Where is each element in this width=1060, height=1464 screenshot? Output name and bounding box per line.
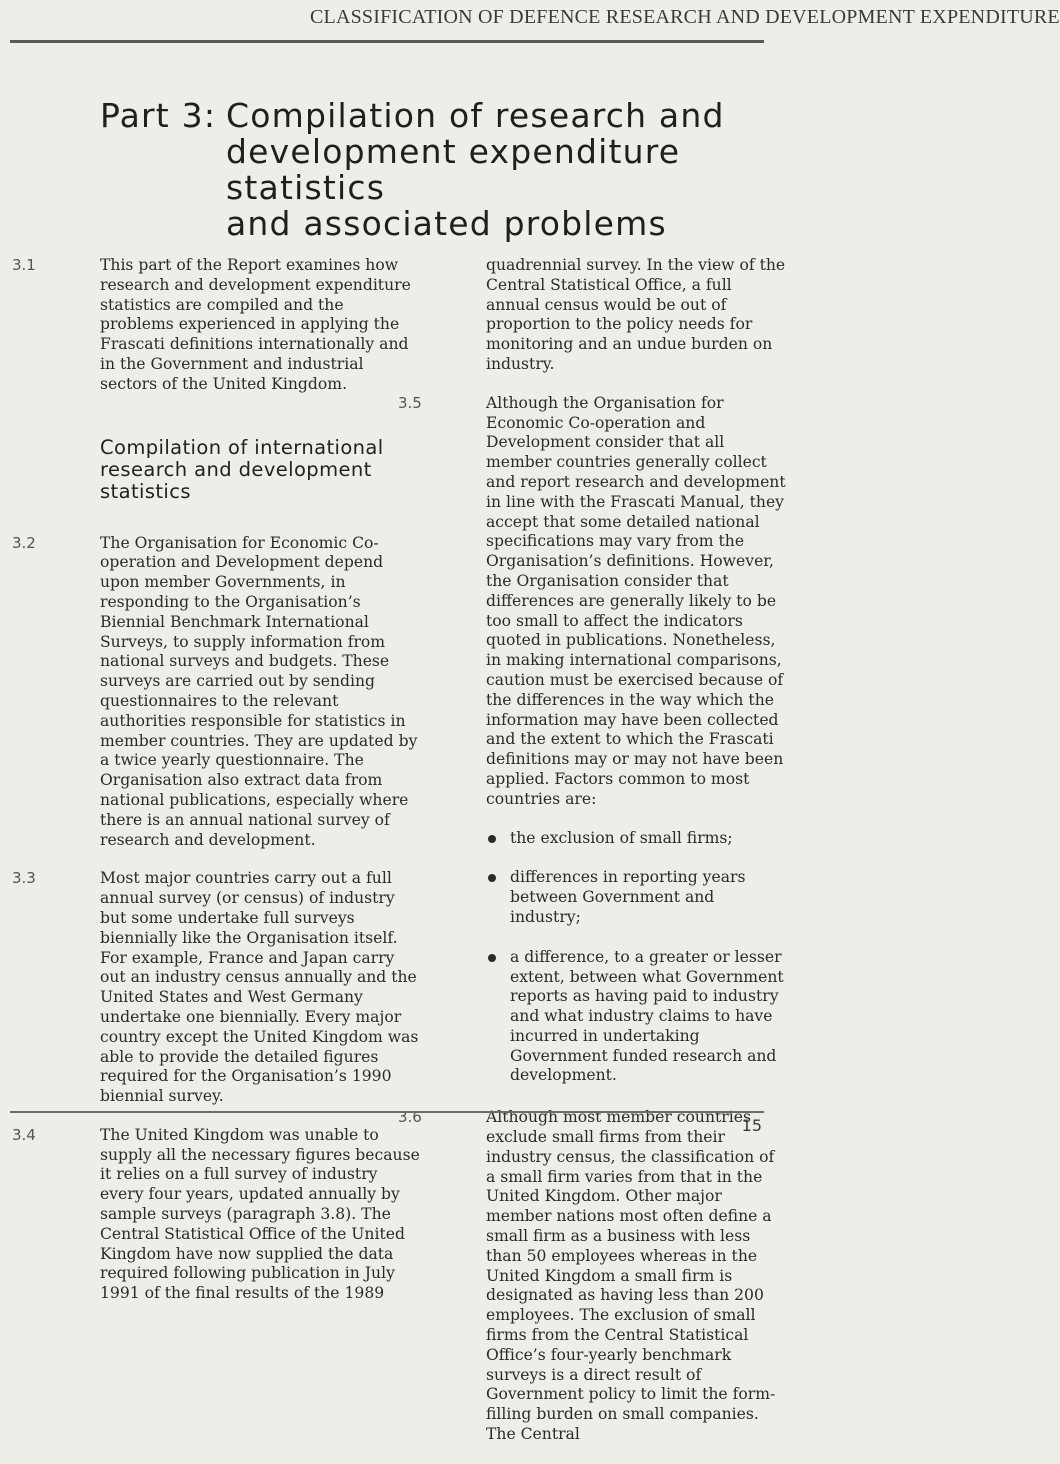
list-item-text: the exclusion of small firms;	[510, 828, 733, 847]
page-number: 15	[741, 1116, 762, 1135]
right-column	[398, 256, 786, 1464]
factors-list	[486, 829, 786, 1087]
bullet-icon	[488, 954, 496, 962]
left-column	[12, 256, 420, 1323]
paragraph-3-1	[12, 256, 420, 395]
paragraph-3-6	[398, 1108, 786, 1445]
paragraph-3-5	[398, 393, 786, 810]
bullet-icon	[488, 835, 496, 843]
list-item-text: a difference, to a greater or lesser extent, between what Government reports as having paid to industry and what industry claims to have incurred in undertaking Government funded research and development.	[510, 947, 784, 1085]
paragraph-text: The Organisation for Economic Co-operation and Development depend upon member Governments, in responding to the Organisation’s Biennial Benchmark International Surveys, to supply information from national surveys and budgets. These surveys are carried out by sending questionnaires to the relevant authorities responsible for statistics in member countries. They are updated by a twice yearly questionnaire. The Organisation also extract data from national publications, especially where there is an annual national survey of research and development.	[100, 533, 418, 849]
bottom-rule	[10, 1111, 764, 1113]
paragraph-number: 3.2	[12, 533, 36, 552]
paragraph-text: The United Kingdom was unable to supply all the necessary figures because it relies on a full survey of industry every four years, updated annually by sample surveys (paragraph 3.8). The Central Statistical Office of the United Kingdom have now supplied the data required following publication in July 1991 of the final results of the 1989	[100, 1125, 420, 1303]
paragraph-number: 3.5	[398, 393, 422, 412]
top-rule	[10, 40, 764, 43]
paragraph-text: Although the Organisation for Economic Co-operation and Development consider that all member countries generally collect and report research and development in line with the Frascati Manual, they accept that some detailed national specifications may vary from the Organisation’s definitions. However, the Organisation consider that differences are generally likely to be too small to affect the indicators quoted in publications. Nonetheless, in making international comparisons, caution must be exercised because of the differences in the way which the information may have been collected and the extent to which the Frascati definitions may or may not have been applied. Factors common to most countries are:	[486, 393, 786, 808]
bullet-icon	[488, 874, 496, 882]
paragraph-number: 3.3	[12, 869, 36, 888]
paragraph-3-2	[12, 533, 420, 851]
title-line-3: and associated problems	[226, 204, 667, 243]
paragraph-text: quadrennial survey. In the view of the Central Statistical Office, a full annual census would be out of proportion to the policy needs for monitoring and an undue burden on industry.	[486, 256, 786, 373]
paragraph-text: Although most member countries exclude small firms from their industry census, the classification of a small firm varies from that in the United Kingdom. Other major member nations most often define a small firm as a business with less than 50 employees whereas in the United Kingdom a small firm is designated as having less than 200 employees. The exclusion of small firms from the Central Statistical Office’s four-yearly benchmark surveys is a direct result of Government policy to limit the form-filling burden on small companies. The Central	[486, 1108, 776, 1444]
paragraph-3-4-continued	[486, 256, 786, 375]
paragraph-number: 3.1	[12, 256, 36, 274]
list-item	[486, 868, 786, 927]
section-heading: Compilation of international research and development statistics	[100, 435, 384, 503]
title-line-1: Compilation of research and	[226, 96, 725, 135]
running-header: CLASSIFICATION OF DEFENCE RESEARCH AND DEVELOPMENT EXPENDITURE	[310, 6, 1060, 28]
paragraph-3-3	[12, 869, 420, 1107]
list-item	[486, 948, 786, 1087]
paragraph-3-4	[12, 1125, 420, 1304]
list-item	[486, 829, 786, 849]
paragraph-number: 3.6	[398, 1108, 422, 1127]
paragraph-number: 3.4	[12, 1125, 36, 1144]
paragraph-text: This part of the Report examines how research and development expenditure statistics are compiled and the problems experienced in applying the Frascati definitions internationally and in the Government and industrial sectors of the United Kingdom.	[100, 256, 411, 393]
part-label: Part 3:	[100, 96, 217, 135]
paragraph-text: Most major countries carry out a full annual survey (or census) of industry but some undertake full surveys biennially like the Organisation itself. For example, France and Japan carry out an industry census annually and the United States and West Germany undertake one biennially. Every major country except the United Kingdom was able to provide the detailed figures required for the Organisation’s 1990 biennial survey.	[100, 869, 419, 1106]
list-item-text: differences in reporting years between Government and industry;	[510, 868, 746, 926]
part-title	[100, 98, 790, 242]
title-line-2: development expenditure statistics	[226, 132, 681, 207]
